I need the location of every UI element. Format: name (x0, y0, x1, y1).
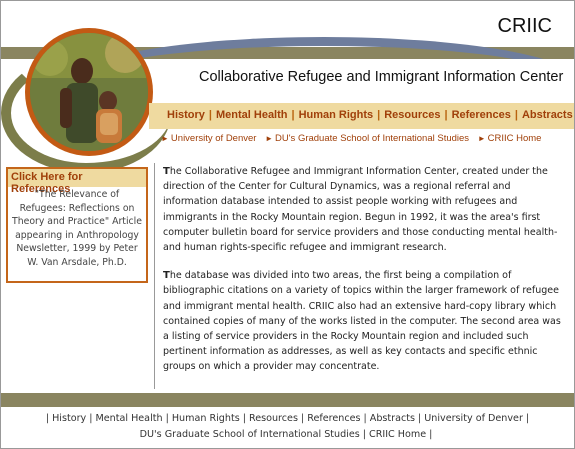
footer-band (1, 393, 574, 407)
references-text: "The Relevance of Refugees: Reflections on Theory and Practice" Article appearing in Anthropology Newsletter, 1999 by Peter W. Van Arsdale, Ph.D. (12, 189, 142, 268)
nav-item-resources[interactable]: Resources (384, 109, 441, 121)
references-link[interactable]: Click Here for References (8, 169, 146, 187)
content-divider (154, 163, 155, 389)
header-photo (30, 33, 148, 151)
link-gsis[interactable]: DU's Graduate School of International Studies (275, 133, 470, 144)
nav-item-human-rights[interactable]: Human Rights (298, 109, 374, 121)
footer-link-references[interactable]: References (307, 413, 361, 424)
database-paragraph: The database was divided into two areas, the first being a compilation of bibliographic citations on a variety of topics within the larger framework of refugee and immigrant mental health. CRIIC also had an extensive hard-copy library which contained copies of many of the works listed in the computer. The second area was a listing of service providers in the Rocky Mountain region and included such pertinent information as addresses, as well as key contacts and specific ethnic groups on which a provider may concentrate. (163, 270, 561, 373)
link-criic-home[interactable]: CRIIC Home (487, 133, 542, 144)
nav-item-references[interactable]: References (451, 109, 511, 121)
footer-link-criic-home[interactable]: CRIIC Home (369, 429, 427, 440)
link-university-of-denver[interactable]: University of Denver (170, 133, 257, 144)
footer-link-university-of-denver[interactable]: University of Denver (424, 413, 523, 424)
footer-link-resources[interactable]: Resources (248, 413, 298, 424)
main-content (163, 164, 566, 388)
footer-link-human-rights[interactable]: Human Rights (171, 413, 240, 424)
footer-links (1, 411, 574, 443)
footer-link-history[interactable]: History (52, 413, 87, 424)
arrow-right-icon: ► (161, 134, 169, 143)
site-logo[interactable]: CRIIC (497, 15, 552, 37)
nav-item-history[interactable]: History (167, 109, 205, 121)
nav-item-abstracts[interactable]: Abstracts (521, 109, 573, 121)
footer-link-mental-health[interactable]: Mental Health (95, 413, 163, 424)
sub-links (161, 133, 547, 144)
footer-link-abstracts[interactable]: Abstracts (369, 413, 416, 424)
references-box (6, 167, 148, 283)
page-title: Collaborative Refugee and Immigrant Information Center (199, 69, 564, 85)
main-nav: History | Mental Health | Human Rights | Resources | References | Abstracts (167, 109, 573, 121)
arrow-right-icon: ► (477, 134, 486, 143)
arrow-right-icon: ► (265, 134, 274, 143)
footer-link-gsis[interactable]: DU's Graduate School of International Studies (139, 429, 360, 440)
footer-line-1: | History | Mental Health | Human Rights | Resources | References | Abstracts | University of Denver | (45, 413, 530, 424)
nav-item-mental-health[interactable]: Mental Health (215, 109, 288, 121)
intro-paragraph: The Collaborative Refugee and Immigrant Information Center, created under the direction of the Center for Cultural Dynamics, was a regional referral and information database intended to assist people working with refugees and immigrants in the Rocky Mountain region. Begun in 1992, it was the area's first computer bulletin board for service providers and those conducting mental health- and human rights-specific refugee and immigrant research. (163, 166, 558, 254)
footer-line-2: DU's Graduate School of International Studies | CRIIC Home | (139, 429, 433, 440)
